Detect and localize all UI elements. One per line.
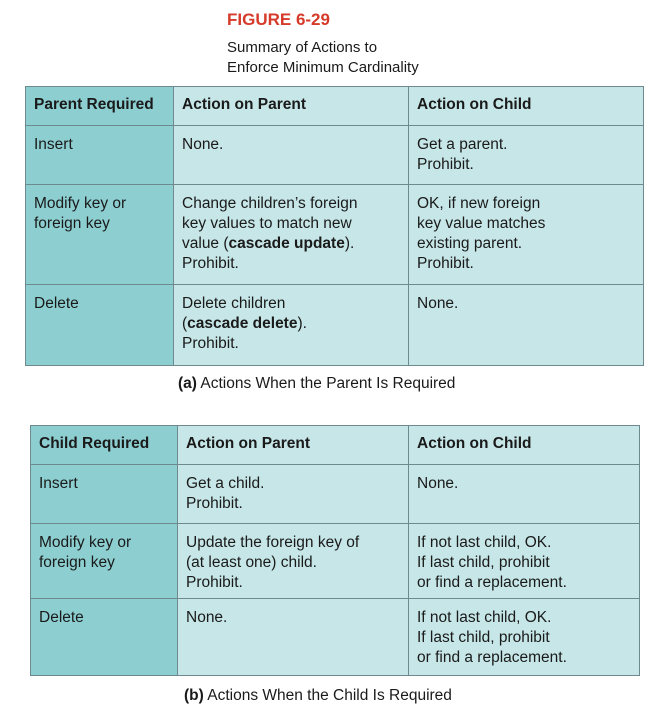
parent-action-cell bbox=[174, 126, 409, 185]
header-cell: Child Required bbox=[31, 426, 178, 465]
cell-text: Prohibit. bbox=[417, 156, 474, 173]
cell-text: Get a child. bbox=[186, 475, 265, 492]
cell-text: Update the foreign key of bbox=[186, 534, 360, 551]
caption-text: Actions When the Parent Is Required bbox=[196, 375, 456, 392]
child-action-cell bbox=[409, 185, 644, 285]
parent-action-cell bbox=[178, 465, 409, 524]
child-action-cell bbox=[409, 599, 640, 676]
cell-text: Insert bbox=[34, 136, 73, 153]
caption-prefix: (b) bbox=[184, 687, 204, 704]
header-cell: Action on Parent bbox=[178, 426, 409, 465]
child-action-cell bbox=[409, 285, 644, 366]
cell-text: If not last child, OK. bbox=[417, 534, 552, 551]
cell-text: Insert bbox=[39, 475, 78, 492]
child-action-cell bbox=[409, 465, 640, 524]
cell-text: Modify key or bbox=[39, 534, 132, 551]
table-header-row bbox=[26, 87, 644, 126]
row-label-cell bbox=[31, 524, 178, 599]
table-row bbox=[31, 465, 640, 524]
cell-text: key value matches bbox=[417, 215, 546, 232]
row-label-cell bbox=[26, 285, 174, 366]
cell-text: Delete bbox=[34, 295, 79, 312]
row-label-cell bbox=[31, 465, 178, 524]
parent-action-cell bbox=[178, 524, 409, 599]
cell-text: (cascade delete). bbox=[182, 315, 307, 332]
cell-text: None. bbox=[417, 295, 459, 312]
table-row bbox=[31, 524, 640, 599]
table-row bbox=[26, 285, 644, 366]
parent-action-cell bbox=[178, 599, 409, 676]
cell-text: Get a parent. bbox=[417, 136, 508, 153]
header-cell: Parent Required bbox=[26, 87, 174, 126]
row-label-cell bbox=[26, 185, 174, 285]
cell-text: OK, if new foreign bbox=[417, 195, 541, 212]
cell-text: Delete children bbox=[182, 295, 286, 312]
cell-text: Prohibit. bbox=[182, 335, 239, 352]
table-row bbox=[31, 599, 640, 676]
cell-text: If last child, prohibit bbox=[417, 629, 550, 646]
row-label-cell bbox=[26, 126, 174, 185]
child-required-table bbox=[30, 425, 640, 676]
figure-label: FIGURE 6-29 bbox=[227, 10, 330, 29]
cell-text: Prohibit. bbox=[186, 495, 243, 512]
header-cell: Action on Child bbox=[409, 426, 640, 465]
cell-text: value (cascade update). bbox=[182, 235, 355, 252]
cell-text: None. bbox=[186, 609, 228, 626]
cell-text: If not last child, OK. bbox=[417, 609, 552, 626]
caption-prefix: (a) bbox=[178, 375, 197, 392]
cell-text: Prohibit. bbox=[182, 255, 239, 272]
cell-text: or find a replacement. bbox=[417, 574, 567, 591]
cell-text: Prohibit. bbox=[186, 574, 243, 591]
parent-required-table bbox=[25, 86, 644, 366]
cell-text: Prohibit. bbox=[417, 255, 474, 272]
cell-text: foreign key bbox=[34, 215, 110, 232]
figure-title bbox=[227, 38, 419, 78]
cell-text: foreign key bbox=[39, 554, 115, 571]
cell-text: None. bbox=[182, 136, 224, 153]
cell-text: Delete bbox=[39, 609, 84, 626]
figure-title-line: Summary of Actions to bbox=[227, 39, 378, 56]
cell-text: If last child, prohibit bbox=[417, 554, 550, 571]
table-row bbox=[26, 126, 644, 185]
caption-text: Actions When the Child Is Required bbox=[203, 687, 452, 704]
cell-text: None. bbox=[417, 475, 459, 492]
cell-text: Change children’s foreign bbox=[182, 195, 358, 212]
cell-text: key values to match new bbox=[182, 215, 352, 232]
table-header-row bbox=[31, 426, 640, 465]
parent-action-cell bbox=[174, 185, 409, 285]
parent-action-cell bbox=[174, 285, 409, 366]
child-action-cell bbox=[409, 126, 644, 185]
table-caption-b bbox=[184, 687, 452, 705]
figure-title-line: Enforce Minimum Cardinality bbox=[227, 59, 419, 76]
cell-text: Modify key or bbox=[34, 195, 127, 212]
table-row bbox=[26, 185, 644, 285]
header-cell: Action on Parent bbox=[174, 87, 409, 126]
row-label-cell bbox=[31, 599, 178, 676]
header-cell: Action on Child bbox=[409, 87, 644, 126]
cell-text: existing parent. bbox=[417, 235, 523, 252]
table-caption-a bbox=[178, 375, 455, 393]
cell-text: (at least one) child. bbox=[186, 554, 317, 571]
child-action-cell bbox=[409, 524, 640, 599]
cell-text: or find a replacement. bbox=[417, 649, 567, 666]
